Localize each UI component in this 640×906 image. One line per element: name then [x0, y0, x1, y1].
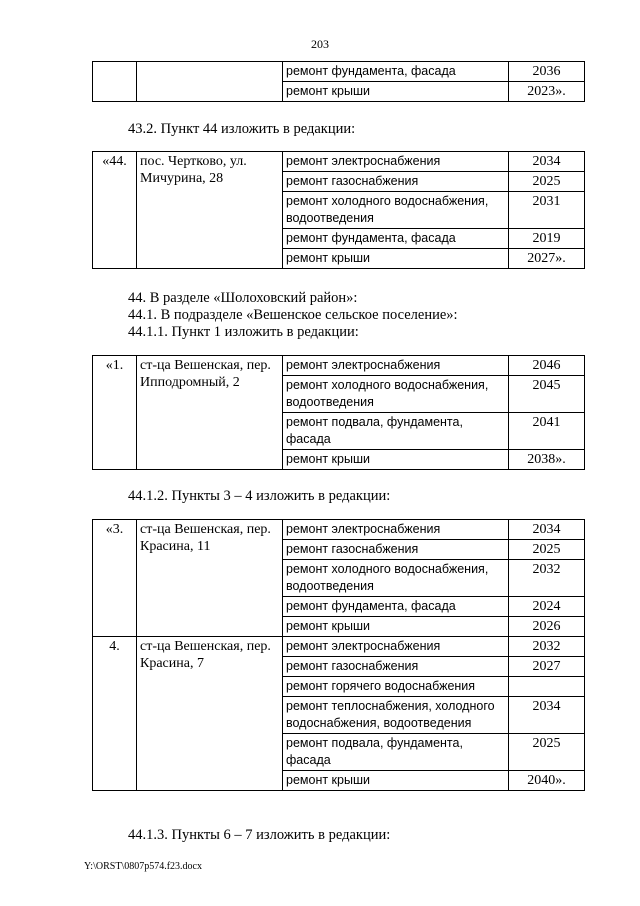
- year-cell: 2024: [509, 597, 585, 617]
- table-continuation: [92, 61, 585, 102]
- work-cell: ремонт фундамента, фасада: [283, 62, 509, 82]
- work-cell: ремонт газоснабжения: [283, 657, 509, 677]
- work-cell: ремонт фундамента, фасада: [283, 597, 509, 617]
- year-cell: 2046: [509, 356, 585, 376]
- work-cell: ремонт фундамента, фасада: [283, 229, 509, 249]
- address-cell: ст-ца Вешенская, пер. Ипподромный, 2: [137, 356, 283, 470]
- year-cell: 2025: [509, 172, 585, 192]
- paragraph-44-1-1: 44.1.1. Пункт 1 изложить в редакции:: [128, 324, 359, 340]
- year-cell: 2027: [509, 657, 585, 677]
- year-cell: 2019: [509, 229, 585, 249]
- year-cell: 2032: [509, 560, 585, 597]
- table-item-1: [92, 355, 585, 470]
- work-cell: ремонт холодного водоснабжения, водоотведения: [283, 192, 509, 229]
- paragraph-44-1-3: 44.1.3. Пункты 6 – 7 изложить в редакции:: [128, 827, 391, 843]
- work-cell: ремонт холодного водоснабжения, водоотведения: [283, 560, 509, 597]
- year-cell: 2034: [509, 697, 585, 734]
- year-cell: 2034: [509, 152, 585, 172]
- work-cell: ремонт электроснабжения: [283, 637, 509, 657]
- work-cell: ремонт холодного водоснабжения, водоотведения: [283, 376, 509, 413]
- year-cell: [509, 677, 585, 697]
- year-cell: 2027».: [509, 249, 585, 269]
- year-cell: 2025: [509, 734, 585, 771]
- work-cell: ремонт электроснабжения: [283, 356, 509, 376]
- work-cell: ремонт подвала, фундамента, фасада: [283, 734, 509, 771]
- item-number-cell: «3.: [93, 520, 137, 637]
- table-row: [93, 62, 585, 82]
- year-cell: 2045: [509, 376, 585, 413]
- table-items-3-4: [92, 519, 585, 791]
- year-cell: 2031: [509, 192, 585, 229]
- year-cell: 2025: [509, 540, 585, 560]
- work-cell: ремонт горячего водоснабжения: [283, 677, 509, 697]
- table-row: [93, 637, 585, 657]
- work-cell: ремонт крыши: [283, 771, 509, 791]
- item-number-cell: [93, 62, 137, 102]
- address-cell: [137, 62, 283, 102]
- work-cell: ремонт газоснабжения: [283, 172, 509, 192]
- work-cell: ремонт электроснабжения: [283, 520, 509, 540]
- table-row: [93, 152, 585, 172]
- paragraph-44: 44. В разделе «Шолоховский район»:: [128, 290, 358, 306]
- year-cell: 2034: [509, 520, 585, 540]
- work-cell: ремонт крыши: [283, 82, 509, 102]
- table-row: [93, 520, 585, 540]
- year-cell: 2023».: [509, 82, 585, 102]
- table-item-44: [92, 151, 585, 269]
- item-number-cell: «44.: [93, 152, 137, 269]
- work-cell: ремонт теплоснабжения, холодного водоснабжения, водоотведения: [283, 697, 509, 734]
- work-cell: ремонт крыши: [283, 249, 509, 269]
- year-cell: 2036: [509, 62, 585, 82]
- work-cell: ремонт крыши: [283, 450, 509, 470]
- work-cell: ремонт подвала, фундамента, фасада: [283, 413, 509, 450]
- paragraph-44-1: 44.1. В подразделе «Вешенское сельское поселение»:: [128, 307, 458, 323]
- work-cell: ремонт электроснабжения: [283, 152, 509, 172]
- paragraph-44-1-2: 44.1.2. Пункты 3 – 4 изложить в редакции:: [128, 488, 391, 504]
- item-number-cell: 4.: [93, 637, 137, 791]
- year-cell: 2038».: [509, 450, 585, 470]
- paragraph-43-2: 43.2. Пункт 44 изложить в редакции:: [128, 121, 356, 137]
- year-cell: 2026: [509, 617, 585, 637]
- address-cell: ст-ца Вешенская, пер. Красина, 7: [137, 637, 283, 791]
- table-row: [93, 356, 585, 376]
- year-cell: 2041: [509, 413, 585, 450]
- work-cell: ремонт крыши: [283, 617, 509, 637]
- address-cell: пос. Чертково, ул. Мичурина, 28: [137, 152, 283, 269]
- page-number: 203: [311, 37, 329, 51]
- item-number-cell: «1.: [93, 356, 137, 470]
- work-cell: ремонт газоснабжения: [283, 540, 509, 560]
- year-cell: 2032: [509, 637, 585, 657]
- footer-file-path: Y:\ORST\0807p574.f23.docx: [84, 861, 202, 872]
- year-cell: 2040».: [509, 771, 585, 791]
- address-cell: ст-ца Вешенская, пер. Красина, 11: [137, 520, 283, 637]
